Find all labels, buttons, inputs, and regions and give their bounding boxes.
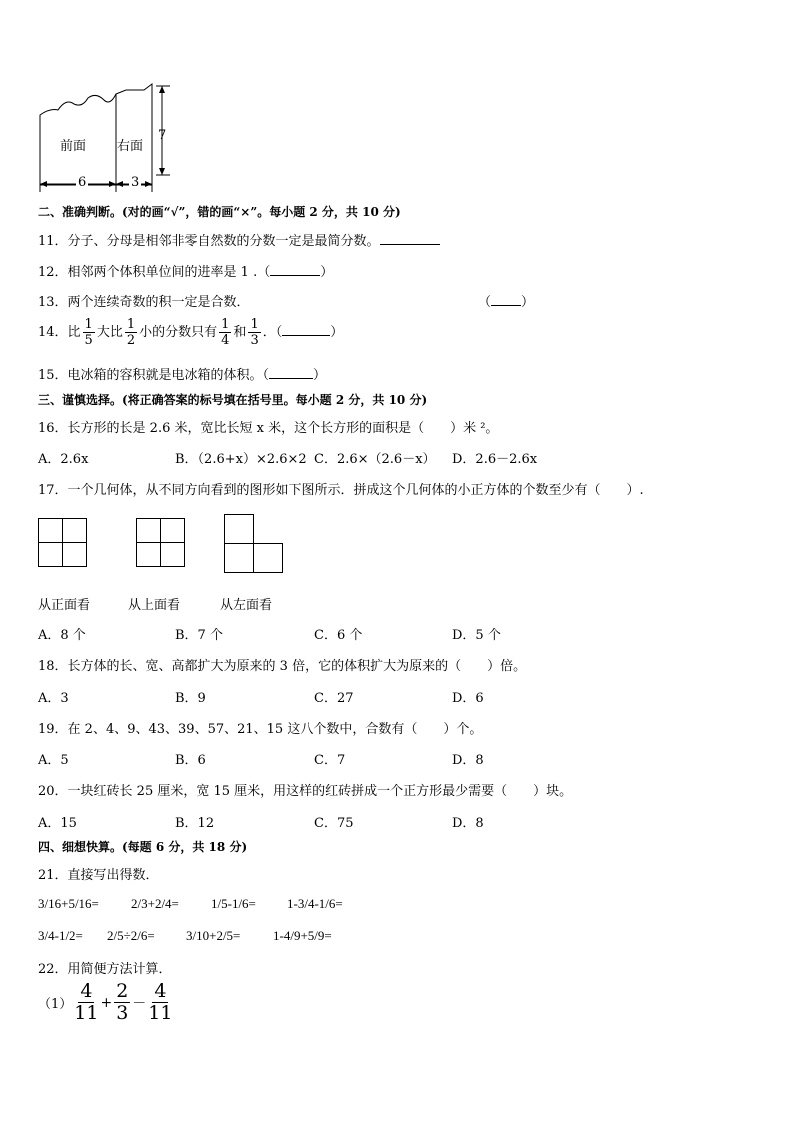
option-d[interactable]: D．8 [452,816,484,831]
calc-item: 3/4-1/2= [38,928,83,943]
fraction [83,318,95,347]
option-b[interactable]: B．9 [175,691,206,706]
close-paren: ） [330,325,344,340]
answer-blank[interactable] [380,232,440,245]
question-20-text: 20．一块红砖长 25 厘米，宽 15 厘米，用这样的红砖拼成一个正方形最少需要（ ）块。 [38,784,573,799]
section-2-title: 二、准确判断。(对的画“√”，错的画“×”。每小题 2 分，共 10 分) [38,205,401,219]
denominator: 3 [250,333,259,348]
q14-and: 和 [233,325,247,340]
denominator: 2 [126,333,136,348]
denominator: 4 [221,333,230,348]
option-b[interactable]: B．12 [175,816,215,831]
option-d[interactable]: D．6 [452,691,484,706]
answer-blank[interactable] [269,366,313,379]
part-label: （1） [38,997,73,1012]
q14-post: ．（ [262,325,283,340]
question-12-text: 12．相邻两个体积单位间的进率是 1 .（ [38,265,271,280]
question-15 [38,364,326,383]
numerator: 4 [80,980,93,1002]
numerator: 1 [126,317,136,332]
question-13 [38,291,250,310]
fraction [74,982,98,1023]
front-face-label: 前面 [60,139,87,154]
option-c[interactable]: C．6 个 [314,628,363,643]
front-width-label: 6 [78,175,87,190]
fraction [219,318,231,347]
option-a[interactable]: A．15 [38,816,77,831]
denominator: 11 [148,1002,173,1024]
question-13-answer [478,291,534,310]
minus-operator: － [132,995,147,1012]
calc-item: 2/3+2/4= [131,896,179,911]
question-19-text: 19．在 2、4、9、43、39、57、21、15 这八个数中，合数有（ ）个。 [38,722,483,737]
right-face-label: 右面 [117,139,144,154]
numerator: 1 [84,317,93,332]
fraction [125,318,137,347]
fraction [248,318,260,347]
close-paren: ） [320,265,334,280]
close-paren: ） [521,295,535,310]
option-c[interactable]: C．7 [314,753,346,768]
question-21-text: 21．直接写出得数． [38,868,159,883]
top-view-grid [136,518,186,568]
option-a[interactable]: A．8 个 [38,628,86,643]
question-11 [38,230,440,249]
option-a[interactable]: A．2.6x [38,452,89,467]
calc-item: 1-4/9+5/9= [273,928,332,943]
denominator: 11 [74,1002,99,1024]
question-22-text: 22．用简便方法计算． [38,962,172,977]
denominator: 3 [116,1002,129,1024]
option-b[interactable]: B．（2.6+x）×2.6×2 [175,452,307,467]
calc-item: 3/16+5/16= [38,896,99,911]
fraction [114,982,130,1023]
numerator: 2 [116,980,129,1002]
numerator: 1 [250,317,259,332]
fraction [148,982,172,1023]
calc-item: 1-3/4-1/6= [287,896,343,911]
open-paren: （ [478,295,492,310]
denominator: 5 [84,333,93,348]
calc-item: 1/5-1/6= [211,896,256,911]
question-17-text: 17．一个几何体，从不同方向看到的图形如下图所示．拼成这个几何体的小正方体的个数至少有（ ）. [38,483,644,498]
question-14 [38,318,343,347]
q14-pre: 14．比 [38,325,81,340]
left-view-caption: 从左面看 [220,598,273,613]
front-view-grid [38,518,88,568]
section-4-title: 四、细想快算。(每题 6 分，共 18 分) [38,840,248,854]
question-15-text: 15．电冰箱的容积就是电冰箱的体积。（ [38,368,270,383]
option-c[interactable]: C．75 [314,816,354,831]
plus-operator: + [100,994,113,1011]
q14-mid1: 大比 [96,325,123,340]
answer-blank[interactable] [282,323,330,336]
right-width-label: 3 [131,175,140,190]
question-16-text: 16．长方形的长是 2.6 米，宽比长短 x 米，这个长方形的面积是（ ）米 ²。 [38,421,499,436]
question-13-text: 13．两个连续奇数的积一定是合数． [38,295,250,310]
front-view-caption: 从正面看 [38,598,91,613]
numerator: 4 [154,980,167,1002]
question-22-part-1 [38,982,174,1023]
option-a[interactable]: A．5 [38,753,69,768]
left-view-grid [224,514,284,574]
section-3-title: 三、谨慎选择。(将正确答案的标号填在括号里。每小题 2 分，共 10 分) [38,393,428,407]
option-d[interactable]: D．2.6－2.6x [452,452,538,467]
calc-item: 2/5÷2/6= [107,928,155,943]
option-a[interactable]: A．3 [38,691,69,706]
question-18-text: 18．长方体的长、宽、高都扩大为原来的 3 倍，它的体积扩大为原来的（ ）倍。 [38,659,527,674]
top-view-caption: 从上面看 [128,598,181,613]
option-d[interactable]: D．5 个 [452,628,501,643]
question-11-text: 11．分子、分母是相邻非零自然数的分数一定是最简分数。 [38,234,380,249]
option-d[interactable]: D．8 [452,753,484,768]
q14-mid2: 小的分数只有 [139,325,218,340]
option-b[interactable]: B．6 [175,753,206,768]
option-c[interactable]: C．2.6×（2.6－x） [314,452,436,467]
close-paren: ） [313,368,327,383]
option-b[interactable]: B．7 个 [175,628,223,643]
height-label: 7 [158,128,167,143]
question-12 [38,261,333,280]
calc-item: 3/10+2/5= [186,928,241,943]
numerator: 1 [221,317,230,332]
answer-blank[interactable] [270,263,320,276]
answer-blank[interactable] [491,293,521,306]
option-c[interactable]: C．27 [314,691,354,706]
